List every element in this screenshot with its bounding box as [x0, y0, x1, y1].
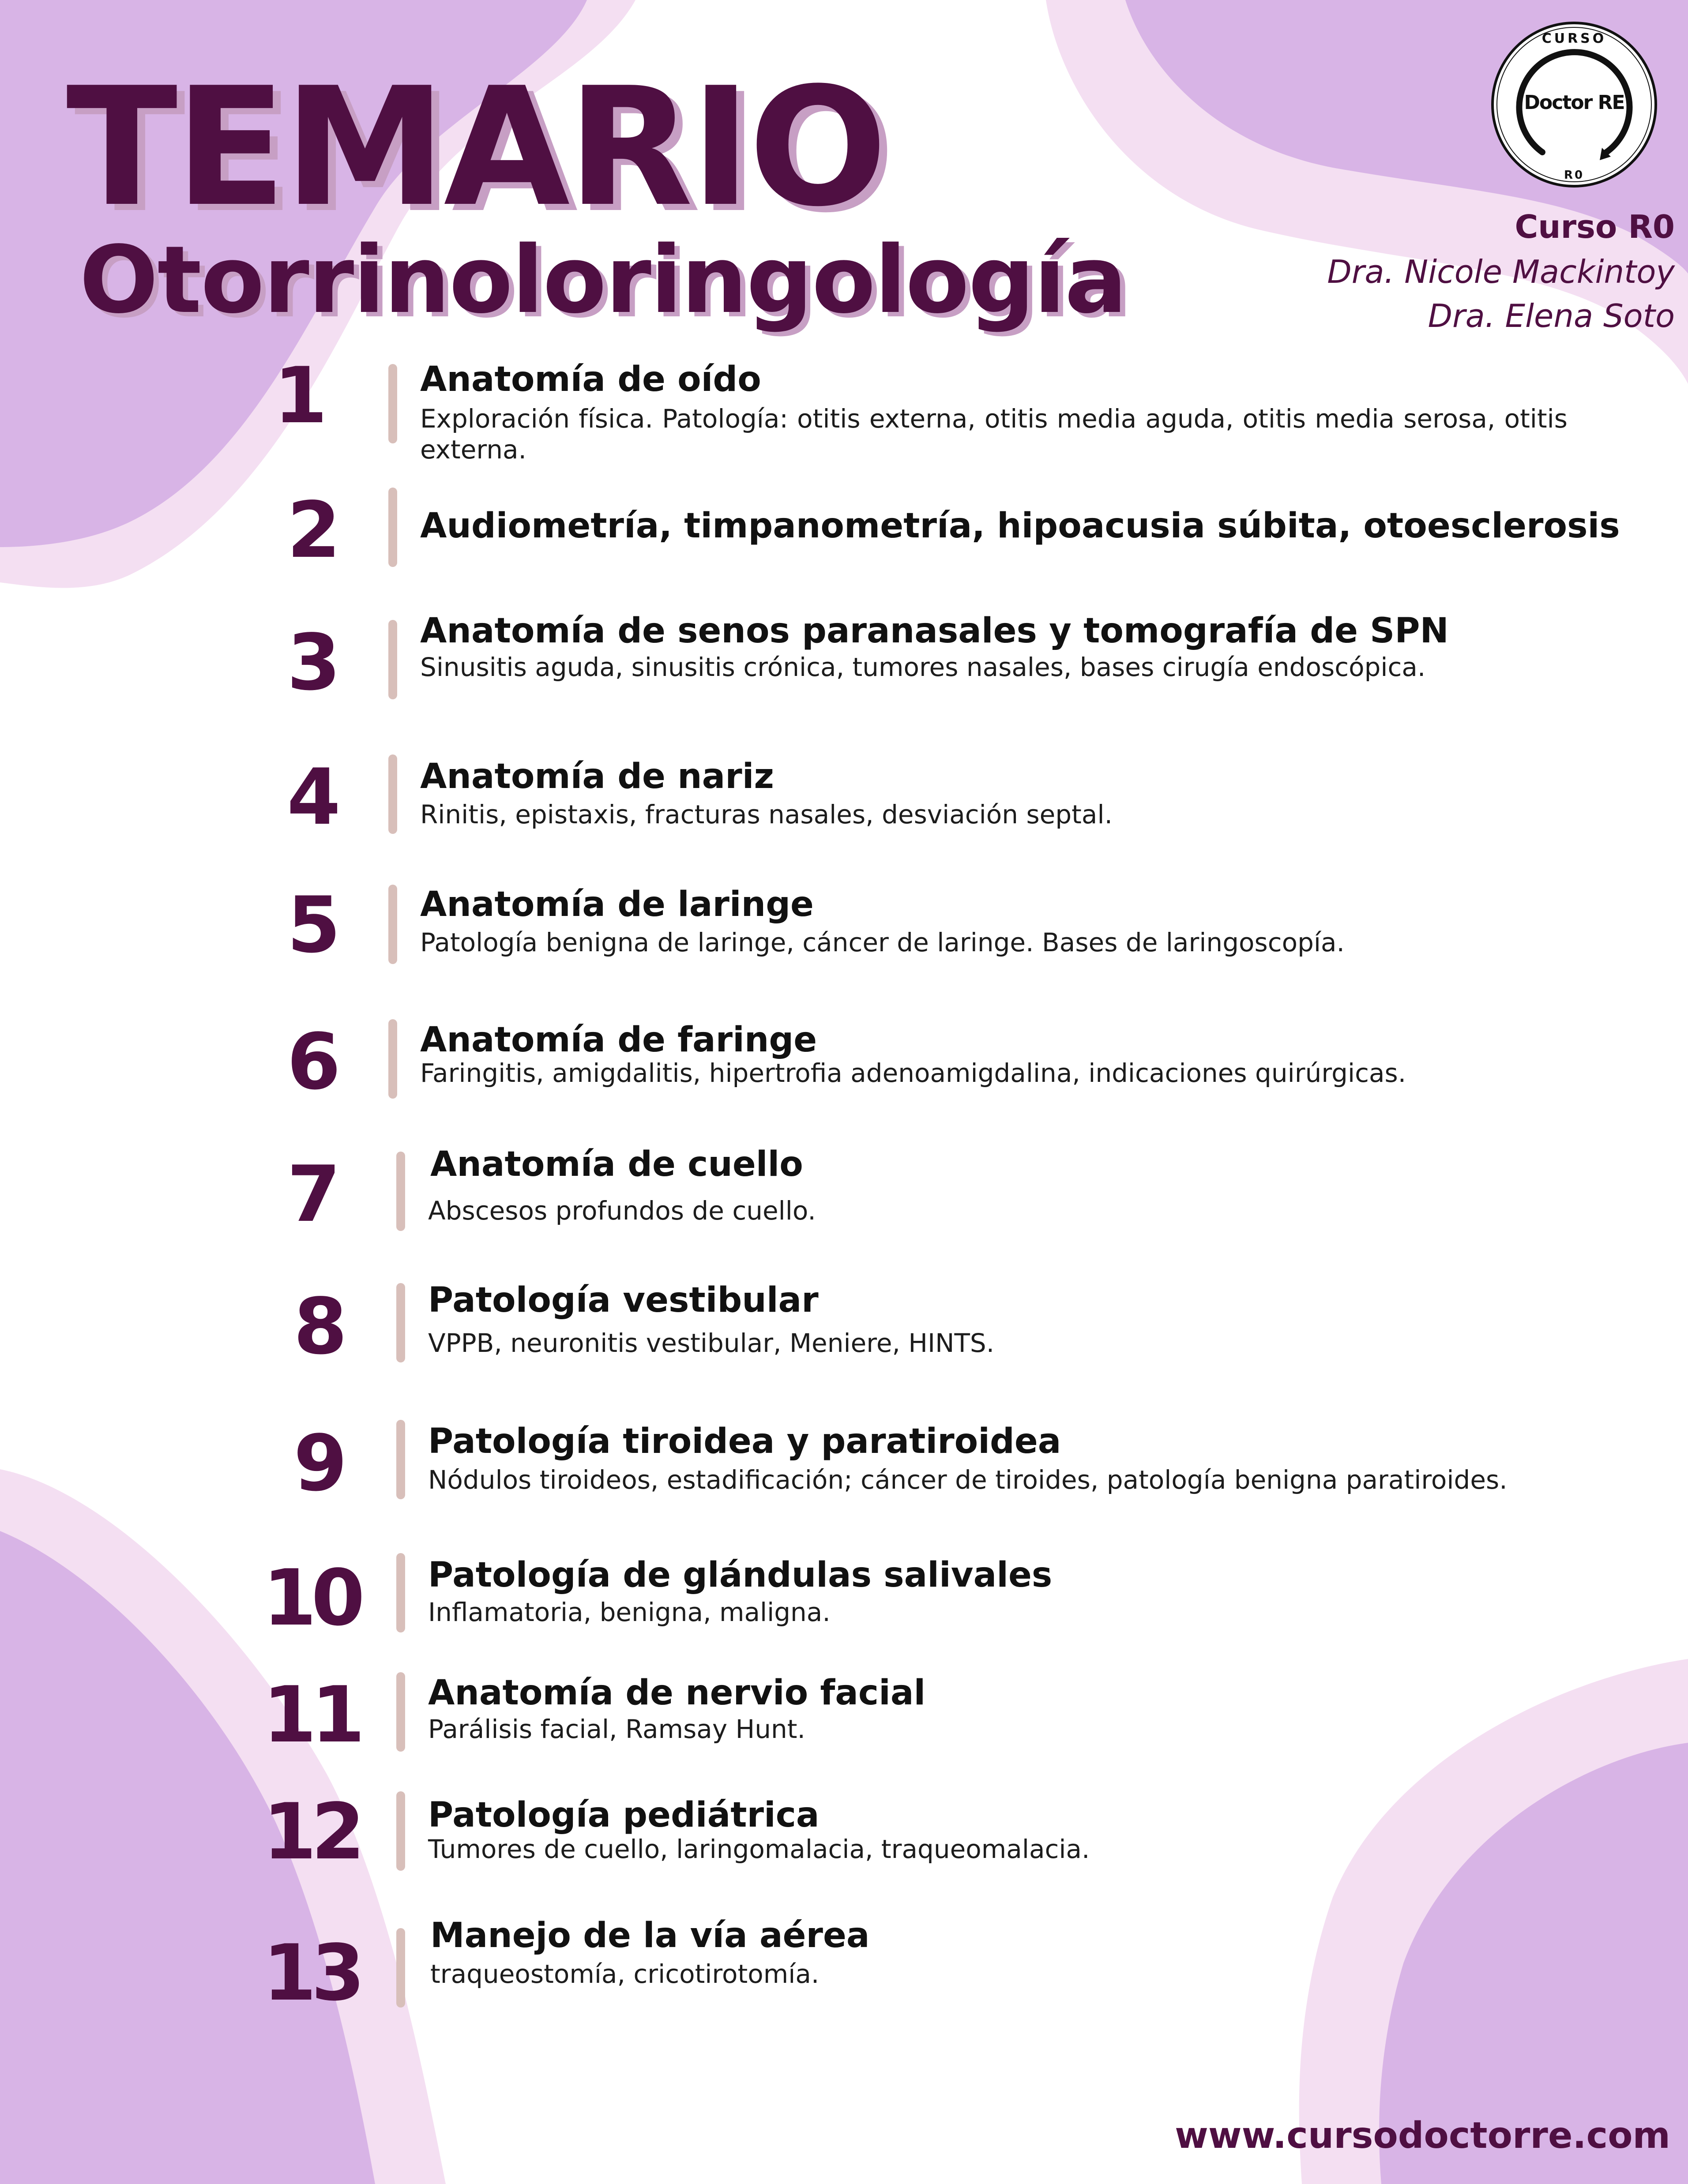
item-divider: [388, 488, 397, 567]
item-divider: [388, 620, 397, 699]
item-description: Sinusitis aguda, sinusitis crónica, tumores nasales, bases cirugía endoscópica.: [420, 652, 1426, 682]
item-title: Anatomía de cuello: [430, 1145, 803, 1184]
item-title: Anatomía de senos paranasales y tomografía de SPN: [420, 611, 1449, 651]
item-number: 11: [263, 1670, 360, 1760]
item-number: 10: [263, 1554, 360, 1643]
item-divider: [388, 1019, 397, 1099]
item-number: 5: [287, 881, 335, 970]
item-divider: [388, 364, 397, 443]
item-description: Inflamatoria, benigna, maligna.: [428, 1597, 831, 1627]
item-description: Abscesos profundos de cuello.: [428, 1196, 816, 1226]
item-divider: [396, 1928, 405, 2008]
item-divider: [396, 1791, 405, 1871]
author-2: Dra. Elena Soto: [1428, 297, 1675, 334]
item-description: Nódulos tiroideos, estadificación; cáncer de tiroides, patología benigna paratiroides.: [428, 1465, 1508, 1495]
item-title: Anatomía de nervio facial: [428, 1673, 926, 1713]
item-number: 6: [287, 1017, 335, 1107]
item-number: 3: [287, 618, 335, 708]
item-number: 9: [293, 1419, 342, 1509]
item-number: 8: [293, 1282, 342, 1372]
item-title: Manejo de la vía aérea: [430, 1916, 870, 1955]
page-subtitle: Otorrinoloringología: [79, 226, 1127, 334]
item-description: VPPB, neuronitis vestibular, Meniere, HINTS.: [428, 1328, 995, 1358]
item-description: Parálisis facial, Ramsay Hunt.: [428, 1714, 805, 1744]
item-title: Patología vestibular: [428, 1280, 819, 1320]
website-link[interactable]: www.cursodoctorre.com: [1175, 2115, 1670, 2157]
item-number: 4: [287, 753, 335, 842]
item-divider: [388, 754, 397, 834]
item-description: Faringitis, amigdalitis, hipertrofia adenoamigdalina, indicaciones quirúrgicas.: [420, 1058, 1406, 1088]
item-description: Tumores de cuello, laringomalacia, traqueomalacia.: [428, 1834, 1090, 1864]
logo-bottom-text: R0: [1564, 169, 1585, 182]
course-name: Curso R0: [1515, 208, 1675, 245]
item-number: 2: [287, 486, 335, 575]
item-title: Patología tiroidea y paratiroidea: [428, 1422, 1061, 1461]
item-title: Patología de glándulas salivales: [428, 1555, 1053, 1595]
item-description: Rinitis, epistaxis, fracturas nasales, desviación septal.: [420, 799, 1113, 829]
item-title: Anatomía de faringe: [420, 1020, 817, 1060]
item-title: Anatomía de nariz: [420, 757, 774, 796]
item-number: 13: [263, 1929, 360, 2018]
page-title: TEMARIO: [66, 53, 885, 243]
item-number: 7: [287, 1150, 335, 1239]
item-divider: [388, 885, 397, 964]
item-description: Patología benigna de laringe, cáncer de laringe. Bases de laringoscopía.: [420, 927, 1345, 957]
item-description: Exploración física. Patología: otitis externa, otitis media aguda, otitis media serosa, otitis externa.: [420, 404, 1568, 465]
item-title: Patología pediátrica: [428, 1795, 820, 1835]
item-number: 12: [263, 1787, 360, 1877]
author-1: Dra. Nicole Mackintoy: [1327, 253, 1675, 290]
item-divider: [396, 1672, 405, 1752]
logo-top-text: CURSO: [1541, 31, 1607, 46]
item-title: Anatomía de oído: [420, 360, 761, 399]
item-title: Anatomía de laringe: [420, 885, 814, 924]
item-divider: [396, 1152, 405, 1231]
item-title: Audiometría, timpanometría, hipoacusia súbita, otoesclerosis: [420, 506, 1620, 546]
doctor-re-logo: [1489, 20, 1659, 190]
item-divider: [396, 1420, 405, 1499]
logo-center-text: Doctor RE: [1524, 91, 1624, 114]
item-divider: [396, 1553, 405, 1632]
item-divider: [396, 1283, 405, 1362]
item-description: traqueostomía, cricotirotomía.: [430, 1959, 820, 1989]
item-number: 1: [274, 351, 322, 441]
